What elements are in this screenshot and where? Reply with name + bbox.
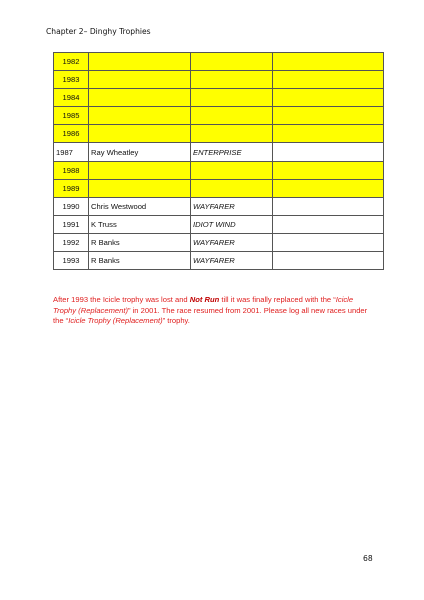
not-run-emphasis: Not Run — [189, 295, 220, 304]
extra-cell — [273, 71, 384, 89]
table-row — [54, 107, 384, 125]
helm-cell — [89, 161, 191, 179]
extra-cell — [273, 53, 384, 71]
helm-cell — [89, 179, 191, 197]
page-number: 68 — [363, 554, 373, 563]
helm-cell: R Banks — [89, 233, 191, 251]
extra-cell — [273, 215, 384, 233]
note-text: till it was finally replaced with the “ — [219, 295, 336, 304]
helm-cell: K Truss — [89, 215, 191, 233]
boat-cell — [191, 179, 273, 197]
year-cell: 1983 — [54, 71, 89, 89]
boat-cell: WAYFARER — [191, 233, 273, 251]
table-row — [54, 197, 384, 215]
year-cell: 1986 — [54, 125, 89, 143]
boat-cell — [191, 161, 273, 179]
table-row — [54, 252, 384, 270]
extra-cell — [273, 125, 384, 143]
boat-cell — [191, 125, 273, 143]
table-row — [54, 233, 384, 251]
replacement-trophy-name: Icicle Trophy (Replacement) — [53, 295, 354, 315]
boat-cell — [191, 53, 273, 71]
extra-cell — [273, 143, 384, 161]
boat-cell — [191, 71, 273, 89]
table-row — [54, 161, 384, 179]
year-cell: 1984 — [54, 89, 89, 107]
extra-cell — [273, 233, 384, 251]
chapter-header: Chapter 2– Dinghy Trophies — [46, 27, 151, 36]
helm-cell: Ray Wheatley — [89, 143, 191, 161]
table-row — [54, 179, 384, 197]
note-text: ” trophy. — [162, 316, 190, 326]
helm-cell — [89, 125, 191, 143]
helm-cell: Chris Westwood — [89, 197, 191, 215]
year-cell: 1988 — [54, 161, 89, 179]
helm-cell — [89, 53, 191, 71]
replacement-trophy-name: Icicle Trophy (Replacement) — [68, 316, 163, 326]
boat-cell — [191, 89, 273, 107]
year-cell: 1982 — [54, 53, 89, 71]
extra-cell — [273, 252, 384, 270]
table-row — [54, 89, 384, 107]
helm-cell — [89, 107, 191, 125]
helm-cell: R Banks — [89, 252, 191, 270]
year-cell: 1993 — [54, 252, 89, 270]
year-cell: 1985 — [54, 107, 89, 125]
helm-cell — [89, 71, 191, 89]
extra-cell — [273, 107, 384, 125]
boat-cell: IDIOT WIND — [191, 215, 273, 233]
table-row — [54, 143, 384, 161]
year-cell: 1990 — [54, 197, 89, 215]
extra-cell — [273, 89, 384, 107]
table-row — [54, 71, 384, 89]
table-row — [54, 215, 384, 233]
helm-cell — [89, 89, 191, 107]
extra-cell — [273, 179, 384, 197]
year-cell: 1989 — [54, 179, 89, 197]
boat-cell: ENTERPRISE — [191, 143, 273, 161]
extra-cell — [273, 161, 384, 179]
table-row — [54, 53, 384, 71]
year-cell: 1987 — [54, 143, 89, 161]
boat-cell: WAYFARER — [191, 197, 273, 215]
trophy-history-note — [53, 295, 378, 327]
note-text: ” in 2001. The race resumed from 2001. Please log all new races under the “ — [53, 305, 368, 326]
year-cell: 1992 — [54, 233, 89, 251]
trophy-winners-table — [53, 52, 384, 270]
boat-cell: WAYFARER — [191, 252, 273, 270]
boat-cell — [191, 107, 273, 125]
year-cell: 1991 — [54, 215, 89, 233]
table-row — [54, 125, 384, 143]
note-text: After 1993 the Icicle trophy was lost and — [53, 295, 190, 304]
extra-cell — [273, 197, 384, 215]
